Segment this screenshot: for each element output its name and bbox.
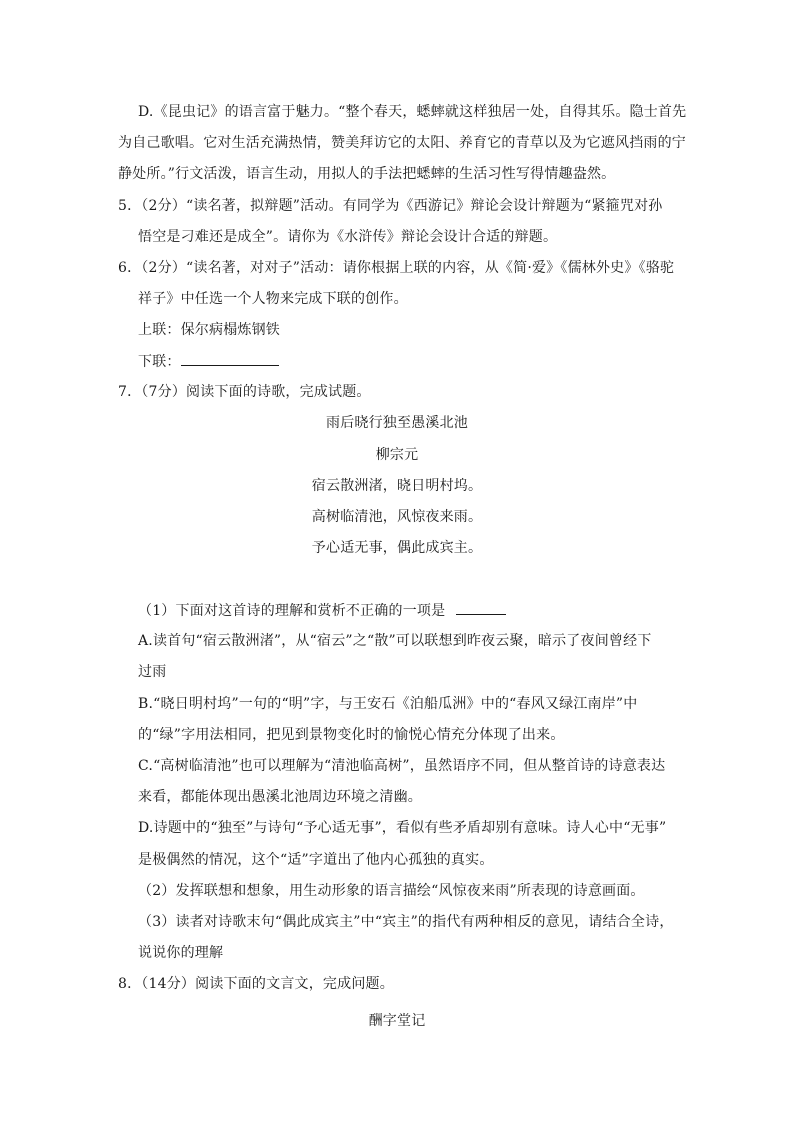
q7-sub1-answer-blank[interactable] [456, 600, 506, 615]
poem-title: 雨后晓行独至愚溪北池 [326, 415, 468, 431]
q7-sub1-text: （1）下面对这首诗的理解和赏析不正确的一项是 [138, 603, 446, 619]
poem-line-3: 予心适无事，偶此成宾主。 [311, 540, 483, 556]
q7-option-c-line-1: C.“高树临清池”也可以理解为“清池临高树”，虽然语序不同，但从整首诗的诗意表达 [138, 758, 666, 774]
q6-lower-couplet [138, 351, 279, 372]
q7-sub2: （2）发挥联想和想象，用生动形象的语言描绘“风惊夜来雨”所表现的诗意画面。 [138, 883, 645, 899]
q6-answer-blank[interactable] [181, 351, 279, 366]
q5-line-1: 5．（2分）“读名著，拟辩题”活动。有同学为《西游记》辩论会设计辩题为“紧箍咒对孙 [118, 198, 663, 214]
prev-option-d-line-2: 为自己歌唱。它对生活充满热情，赞美拜访它的太阳、养育它的青草以及为它遮风挡雨的宁 [118, 135, 686, 151]
q8-stem: 8．（14分）阅读下面的文言文，完成问题。 [118, 976, 394, 992]
q7-option-b-line-2: 的“绿”字用法相同，把见到景物变化时的愉悦心情充分体现了出来。 [138, 727, 565, 743]
q7-option-b-line-1: B.“晓日明村坞”一句的“明”字，与王安石《泊船瓜洲》中的“春风又绿江南岸”中 [138, 696, 638, 712]
q7-stem: 7．（7分）阅读下面的诗歌，完成试题。 [118, 384, 371, 400]
q7-option-a-line-1: A.读首句“宿云散洲渚”，从“宿云”之“散”可以联想到昨夜云聚，暗示了夜间曾经下 [138, 633, 652, 649]
prev-option-d-line-1: D.《昆虫记》的语言富于魅力。“整个春天，蟋蟀就这样独居一处，自得其乐。隐士首先 [138, 104, 687, 120]
q7-option-d-line-1: D.诗题中的“独至”与诗句“予心适无事”，看似有些矛盾却别有意味。诗人心中“无事” [138, 820, 667, 836]
poem-author: 柳宗元 [375, 447, 419, 463]
q7-sub3-line-1: （3）读者对诗歌末句“偶此成宾主”中“宾主”的指代有两种相反的意见，请结合全诗， [138, 914, 674, 930]
q5-line-2: 悟空是刁难还是成全”。请你为《水浒传》辩论会设计合适的辩题。 [138, 229, 558, 245]
q6-line-2: 祥子》中任选一个人物来完成下联的创作。 [138, 291, 408, 307]
poem-line-1: 宿云散洲渚，晓日明村坞。 [311, 478, 483, 494]
prev-option-d-line-3: 静处所。”行文活泼，语言生动，用拟人的手法把蟋蟀的生活习性写得情趣盎然。 [118, 166, 616, 182]
q7-option-a-line-2: 过雨 [138, 664, 167, 680]
q7-sub1 [138, 600, 506, 621]
poem-line-2: 高树临清池，风惊夜来雨。 [311, 509, 483, 525]
q7-option-c-line-2: 来看，都能体现出愚溪北池周边环境之清幽。 [138, 789, 422, 805]
q6-line-1: 6．（2分）“读名著，对对子”活动：请你根据上联的内容，从《简·爱》《儒林外史》《骆驼 [118, 260, 675, 276]
q6-upper-couplet: 上联：保尔病榻炼钢铁 [138, 322, 280, 338]
q7-sub3-line-2: 说说你的理解 [138, 945, 224, 961]
q8-passage-title: 酬字堂记 [368, 1013, 426, 1029]
q7-option-d-line-2: 是极偶然的情况，这个“适”字道出了他内心孤独的真实。 [138, 852, 494, 868]
q6-lower-label: 下联： [138, 354, 181, 370]
